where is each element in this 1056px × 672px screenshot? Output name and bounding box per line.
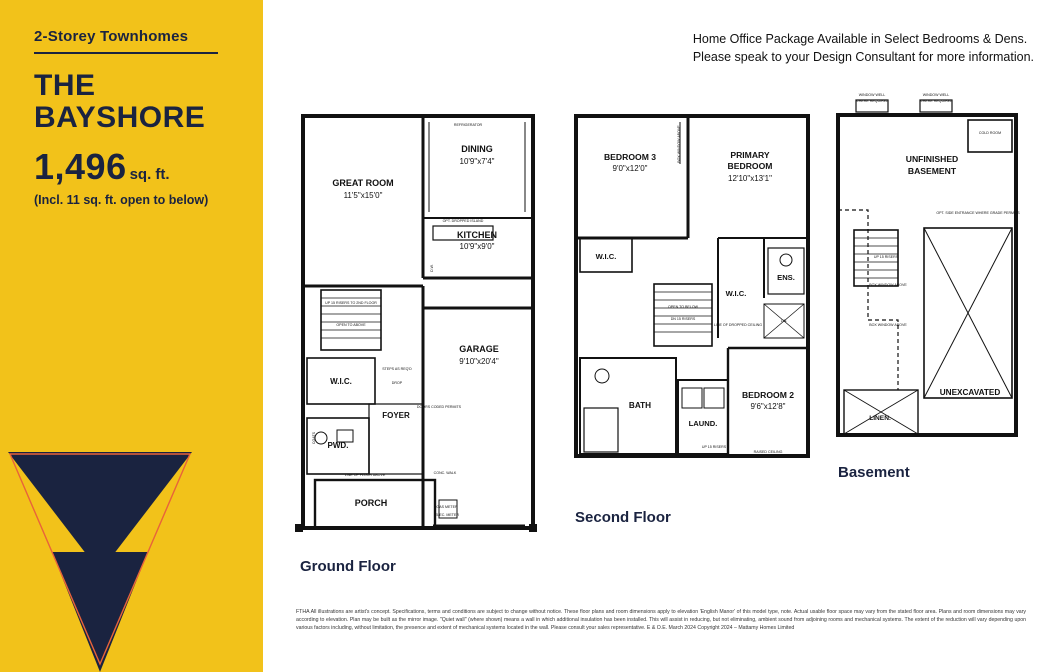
second-note-open-below: OPEN TO BELOW bbox=[667, 305, 699, 309]
mattamy-logo bbox=[0, 432, 200, 672]
model-title bbox=[34, 70, 245, 134]
second-room-ens-name: ENS. bbox=[777, 273, 795, 282]
second-room-wic-primary-name: W.I.C. bbox=[725, 289, 747, 298]
ground-note-gas-meter: GAS METER bbox=[436, 505, 458, 509]
square-footage-number: 1,496 bbox=[34, 145, 127, 187]
ground-room-garage-dims: 9'10"x20'4" bbox=[459, 357, 499, 366]
second-room-bedroom2-name: BEDROOM 2 bbox=[741, 390, 795, 400]
basement-label: Basement bbox=[838, 464, 910, 481]
square-footage bbox=[34, 146, 245, 188]
ground-note-coats: COATS bbox=[312, 431, 316, 445]
second-note-dn-risers: DN 15 RISERS bbox=[670, 317, 696, 321]
square-footage-unit: sq. ft. bbox=[129, 165, 170, 183]
second-note-box-window: BOX WINDOW ABOVE bbox=[677, 125, 681, 163]
floor-plans bbox=[263, 0, 1056, 672]
ground-note-refrigerator: REFRIGERATOR bbox=[453, 123, 483, 127]
ground-room-pwd-name: PWD. bbox=[327, 441, 349, 450]
ground-room-porch-name: PORCH bbox=[354, 498, 388, 508]
ground-note-conc-walk: CONC. WALK bbox=[433, 471, 457, 475]
ground-floor-label: Ground Floor bbox=[300, 558, 396, 575]
basement-note-window-well-1b: WHERE REQUIRED bbox=[855, 99, 889, 103]
second-floor-label: Second Floor bbox=[575, 509, 671, 526]
ground-room-dining-name: DINING bbox=[461, 144, 493, 154]
ground-room-wic-name: W.I.C. bbox=[330, 377, 352, 386]
basement-note-window-well-2b: WHERE REQUIRED bbox=[919, 99, 953, 103]
basement-room-unfinished-name2: BASEMENT bbox=[907, 166, 957, 176]
model-title-line2: BAYSHORE bbox=[34, 100, 206, 134]
ground-note-elec-meter: ELEC. METER bbox=[435, 513, 459, 517]
ground-room-foyer-name: FOYER bbox=[382, 411, 410, 420]
basement-note-box-window-2: BOX WINDOW ABOVE bbox=[869, 283, 907, 287]
second-room-wic3-name: W.I.C. bbox=[595, 252, 617, 261]
header-note-line2: Please speak to your Design Consultant for more information. bbox=[692, 50, 1034, 65]
ground-room-great-room-dims: 11'5"x15'0" bbox=[343, 191, 383, 200]
ground-room-great-room-name: GREAT ROOM bbox=[332, 178, 394, 188]
ground-room-kitchen-name: KITCHEN bbox=[457, 230, 497, 240]
ground-note-steps: STEPS AS REQ'D bbox=[382, 367, 412, 371]
second-room-bedroom3-dims: 9'0"x12'0" bbox=[612, 164, 648, 173]
ground-room-garage-name: GARAGE bbox=[459, 344, 499, 354]
basement-note-up-risers: UP 15 RISERS bbox=[873, 255, 899, 259]
disclaimer-text: FTHA All illustrations are artist's concept. Specifications, terms and conditions are subject to change without notice. These floor plans and room dimensions apply to elevation 'English Manor' of this model type, note. Actual usable floor space may vary from the stated floor area. Plans and room dimensions may vary according to elevation. Plan may be built as the mirror image. "Quiet wall" (where shown) means a wall in which additional insulation has been installed. This will assist in reducing, but not eliminating, ambient sound from adjoining rooms and mechanical systems. The extent of the reduction will vary depending upon various factors including, without limitation, the presence and extent of mechanical systems located in the wall. Please consult your sales representative. E & O.E. March 2024 Copyright 2024 – Mattamy Homes Limited bbox=[296, 609, 1026, 632]
square-footage-note: (Incl. 11 sq. ft. open to below) bbox=[34, 192, 209, 207]
sidebar bbox=[0, 0, 263, 672]
second-note-lin: LIN. bbox=[780, 319, 788, 323]
second-note-up-risers: UP 15 RISERS bbox=[701, 445, 727, 449]
basement-room-unfinished-name: UNFINISHED bbox=[905, 154, 959, 164]
ground-note-dw: D.W. bbox=[430, 264, 434, 272]
second-room-primary-name2: BEDROOM bbox=[727, 161, 773, 171]
ground-note-island: OPT. DROPPED ISLAND bbox=[442, 219, 484, 223]
logo-triangle-outline bbox=[8, 452, 192, 666]
ground-note-line-floor: LINE OF FLOOR ABOVE bbox=[344, 473, 386, 477]
ground-room-dining-dims: 10'9"x7'4" bbox=[459, 157, 495, 166]
basement-note-window-well-2: WINDOW WELL bbox=[922, 93, 950, 97]
second-room-bedroom2-dims: 9'6"x12'8" bbox=[750, 402, 786, 411]
ground-note-open-above: OPEN TO ABOVE bbox=[336, 323, 366, 327]
ground-floor-drawing bbox=[293, 108, 583, 548]
basement-note-cold-room: COLD ROOM bbox=[978, 131, 1002, 135]
basement-note-window-well-1: WINDOW WELL bbox=[858, 93, 886, 97]
basement-note-side-entrance: OPT. SIDE ENTRANCE WHERE GRADE PERMITS bbox=[936, 211, 1020, 215]
model-title-line1: THE bbox=[34, 69, 96, 102]
ground-note-drop: DROP bbox=[391, 381, 403, 385]
second-room-laund-name: LAUND. bbox=[688, 419, 718, 428]
ground-note-up-risers: UP 15 RISERS TO 2ND FLOOR bbox=[325, 301, 377, 305]
header-note-line1: Home Office Package Available in Select Bedrooms & Dens. bbox=[692, 32, 1028, 46]
second-note-dropped-ceiling: LINE OF DROPPED CEILING bbox=[713, 323, 763, 327]
ground-room-kitchen-dims: 10'9"x9'0" bbox=[459, 242, 495, 251]
model-category: 2-Storey Townhomes bbox=[34, 28, 218, 54]
second-room-primary-dims: 12'10"x13'1" bbox=[728, 174, 772, 183]
second-room-primary-name: PRIMARY bbox=[730, 150, 770, 160]
second-room-bath-name: BATH bbox=[628, 401, 652, 410]
ground-note-doors: DOORS CODED PERMITS bbox=[416, 405, 462, 409]
second-floor-drawing bbox=[568, 108, 828, 468]
basement-drawing bbox=[828, 90, 1038, 450]
second-room-bedroom3-name: BEDROOM 3 bbox=[603, 152, 657, 162]
basement-note-box-window-1: BOX WINDOW ABOVE bbox=[869, 323, 907, 327]
sidebar-content bbox=[34, 28, 245, 207]
second-note-raised-ceiling: RAISED CEILING bbox=[753, 450, 783, 454]
basement-room-linen-name: LINEN. bbox=[869, 415, 891, 422]
basement-room-unexcavated-name: UNEXCAVATED bbox=[939, 388, 1001, 397]
